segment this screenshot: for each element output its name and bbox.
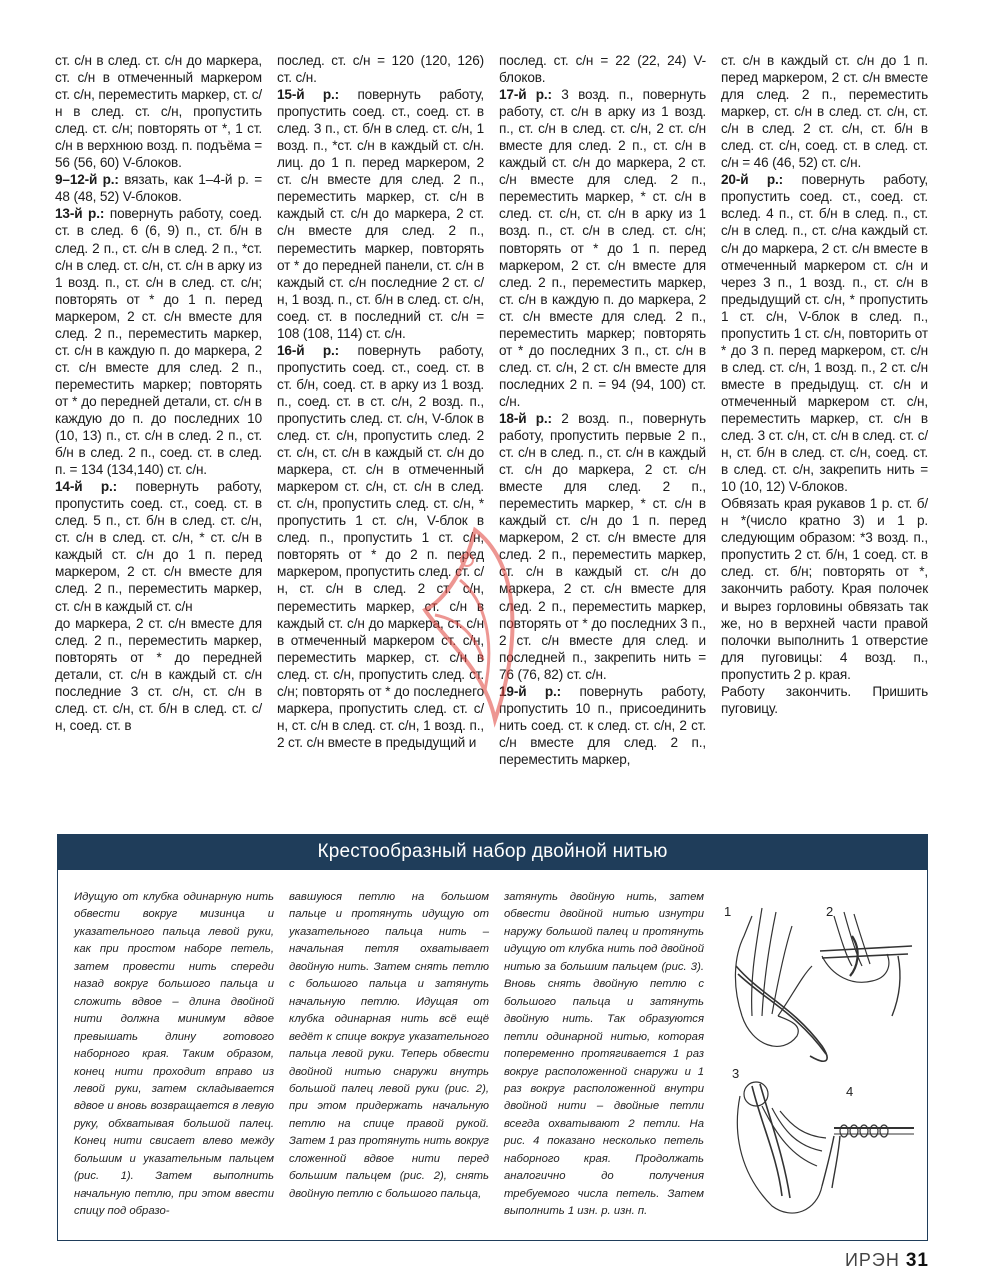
row-text: вязать, как 1–4-й р. = 48 (48, 52) V-блоков.	[55, 172, 262, 205]
row-text: 2 возд. п., повернуть работу, пропустить первые 2 п., ст. с/н в след. п., ст. с/н в каждый ст. с/н до маркера, 2 ст. с/н вместе для след. 2 п., переместить маркер, * ст. с/н в каждый ст. с/н до 1 п. перед маркером, 2 ст. с/н вместе для след. 2 п., переместить маркер, ст. с/н в каждый ст. с/н до маркера, 2 ст. с/н вместе для след. 2 п., переместить маркер, повторять от * до последних 3 п., 2 ст. с/н вместе для след. и последней п., закрепить нить = 76 (76, 82) ст. с/н.	[499, 410, 706, 682]
row-text: повернуть работу, пропустить соед. ст., соед. ст. в след. 3 п., ст. б/н в след. ст. с/н, 1 возд. п., *ст. с/н в каждый ст. с/н. лиц. до 1 п. перед маркером, 2 ст. с/н вместе для след. 2 п., переместить маркер, ст. с/н в каждый ст. с/н до маркера, 2 ст. с/н вместе для след. 2 п., переместить маркер, повторять от * до передней панели, ст. с/н в каждый ст. с/н последние 2 ст. с/н, 1 возд. п., ст. б/н в след. ст. с/н, соед. ст. в последний ст. с/н = 108 (108, 114) ст. с/н.	[277, 87, 484, 341]
text-column-4	[721, 52, 928, 717]
row-text: повернуть работу, пропустить 10 п., присоединить нить соед. ст. к след. ст. с/н, 2 ст. с/н вместе для след. 2 п., переместить маркер,	[499, 683, 706, 767]
paragraph: до маркера, 2 ст. с/н вместе для след. 2 п., переместить маркер, повторять от * до передней детали, ст. с/н в каждый ст. с/н последние 3 ст. с/н, ст. с/н в след. ст. с/н, ст. б/н в след. ст. с/н, соед. ст. в	[55, 615, 262, 733]
row-text: 3 возд. п., повернуть работу, ст. с/н в арку из 1 возд. п., ст. с/н в след. ст. с/н, 2 ст. с/н вместе для след. 2 п., ст. с/н в каждый ст. с/н до маркера, 2 ст. с/н вместе для след. 2 п., переместить маркер, * ст. с/н в след. ст. с/н, ст. с/н в арку из 1 возд. п., ст. с/н в след. ст. с/н; повторять от * до 1 п. перед маркером, 2 ст. с/н вместе для след. 2 п., переместить маркер, ст. с/н в каждую п. до маркера, 2 ст. с/н вместе для след. 2 п., переместить маркер; повторять от * до последних 3 п., ст. с/н в след. ст. с/н, 2 ст. с/н вместе для последних 2 п. = 94 (94, 100) ст. с/н.	[499, 87, 706, 409]
figure-3-number: 3	[732, 1066, 740, 1081]
row-label: 18-й р.:	[499, 410, 552, 426]
watermark-logo	[405, 520, 535, 740]
row-label: 13-й р.:	[55, 206, 105, 222]
magazine-name: ИРЭН	[844, 1250, 900, 1270]
section-header: Крестообразный набор двойной нитью	[57, 834, 928, 870]
paragraph: ст. с/н в каждый ст. с/н до 1 п. перед маркером, 2 ст. с/н вместе для след. 2 п., переместить маркер, ст. с/н в след. ст. с/н, ст. с/н в след. 2 ст. с/н, ст. б/н в след. ст. с/н, соед. ст. в след. ст. с/н = 46 (46, 52) ст. с/н.	[721, 53, 928, 171]
figure-1-number: 1	[724, 904, 732, 919]
figure-2-hand	[820, 912, 912, 1016]
figure-1-hand	[735, 908, 827, 1061]
cast-on-illustrations	[722, 896, 914, 1226]
section-text-column-2: вавшуюся петлю на большом пальце и протянуть идущую от указательного пальца нить – начальная петля охватывает двойную нить. Затем снять петлю с большого пальца и затянуть начальную петлю. Идущая от клубка одинарная нить всё ещё ведёт к спице вокруг указательного пальца левой руки. Теперь обвести двойной нитью снаружи внутрь большой палец левой руки (рис. 2), при этом придержать начальную петлю на спице правой рукой. Затем 1 раз протянуть нить вокруг сложенной вдвое нити перед большим пальцем (рис. 2), снять двойную петлю с большого пальца,	[289, 891, 489, 1200]
row-label: 17-й р.:	[499, 87, 552, 103]
page-footer	[845, 1250, 929, 1272]
paragraph	[55, 171, 262, 205]
paragraph: Обвязать края рукавов 1 р. ст. б/н *(число кратно 3) и 1 р. следующим образом: *3 возд. п., пропустить 2 ст. б/н, 1 соед. ст. в след. ст. б/н; повторять от *, закончить работу. Края полочек и вырез горловины обвязать так же, но в верхней части правой полочки выполнить 1 отверстие для пуговицы: 4 возд. п., пропустить 2 р. края.	[721, 496, 928, 682]
row-label: 16-й р.:	[277, 342, 340, 358]
section-text-column-1: Идущую от клубка одинарную нить обвести вокруг мизинца и указательного пальца левой руки, как при простом наборе петель, затем провести нить спереди назад вокруг большого пальца и сложить вдвое – длина двойной нити должна минимум вдвое превышать длину готового наборного края. Таким образом, конец нити проходит вправо из левой руки, затем складывается вдвое и вновь возвращается в левую руку, обхватывая большой палец. Конец нити свисает влево между большим и указательным пальцем (рис. 1). Затем выполнить начальную петлю, при этом ввести спицу под образо-	[74, 891, 274, 1218]
figure-4-number: 4	[846, 1084, 854, 1099]
row-text: повернуть работу, пропустить соед. ст., соед. ст. в ст. б/н, соед. ст. в арку из 1 возд. п., соед. ст. в ст. с/н, 2 возд. п., пропустить след. ст. с/н, V-блок в след. ст. с/н, пропустить след. 2 ст. с/н, ст. с/н в каждый ст. с/н до маркера, ст. с/н в отмеченный маркером ст. с/н, ст. с/н в след. ст. с/н, пропустить след. ст. с/н, * пропустить 1 ст. с/н, V-блок в след. п., пропустить 1 ст. с/н, повторять от * до 2 п. перед маркером, пропустить след. ст. с/н, ст. с/н в след. 2 ст. с/н, переместить маркер, ст. с/н в каждый ст. с/н до маркера, ст. с/н в отмеченный маркером ст. с/н, переместить маркер, ст. с/н в след. ст. с/н, пропустить след. ст. с/н; повторять от * до последнего маркера, пропустить след. ст. с/н, ст. с/н в след. ст. с/н, 1 возд. п., 2 ст. с/н вместе в предыдущий и	[277, 342, 484, 750]
paragraph: послед. ст. с/н = 120 (120, 126) ст. с/н.	[277, 53, 484, 86]
row-label: 14-й р.:	[55, 479, 118, 495]
row-label: 19-й р.:	[499, 683, 562, 699]
page-number: 31	[905, 1250, 929, 1271]
row-label: 15-й р.:	[277, 87, 340, 103]
figure-3-hand	[737, 1082, 826, 1213]
row-text: повернуть работу, соед. ст. в след. 6 (6, 9) п., ст. б/н в след. 2 п., ст. с/н в след. 2 п., *ст. с/н в след. ст. с/н, ст. с/н в арку из 1 возд. п., ст. с/н в след. ст. с/н; повторять от * до 1 п. перед маркером, 2 ст. с/н вместе для след. 2 п., переместить маркер, ст. с/н в каждую п. до маркера, 2 ст. с/н вместе для след. 2 п., переместить маркер; повторять от * до передней детали, ст. с/н в каждую до п. до последних 10 (10, 13) п., ст. с/н в след. 2 п., ст. б/н в след. 2 п., соед. ст. в след. п. = 134 (134,140) ст. с/н.	[55, 206, 262, 478]
row-text: повернуть работу, пропустить соед. ст., соед. ст. в след. 5 п., ст. б/н в след. ст. с/н, ст. с/н в след. ст. с/н, * ст. с/н в каждый ст. с/н до 1 п. перед маркером, 2 ст. с/н вместе для след. 2 п., переместить маркер, ст. с/н в каждый ст. с/н	[55, 479, 262, 614]
paragraph	[499, 86, 706, 410]
paragraph	[721, 171, 928, 495]
paragraph: послед. ст. с/н = 22 (22, 24) V-блоков.	[499, 53, 706, 86]
paragraph: Работу закончить. Пришить пуговицу.	[721, 683, 928, 716]
paragraph	[55, 478, 262, 614]
text-column-1	[55, 52, 262, 734]
row-text: повернуть работу, пропустить соед. ст., соед. ст. вслед. 4 п., ст. б/н в след. п., ст. с/н в след. п., ст. с/на каждый ст. с/н до маркера, 2 ст. с/н вместе в отмеченный маркером ст. с/н и через 3 п., 1 возд. п., ст. с/н в предыдущий ст. с/н, * пропустить 1 ст. с/н, V-блок в след. п., пропустить 1 ст. с/н, повторить от * до 3 п. перед маркером, ст. с/н в след. ст. с/н, 1 возд. п., 2 ст. с/н вместе в предыдущ. ст. с/н и отмеченный маркером ст. с/н, переместить маркер, ст. с/н в след. 3 ст. с/н, ст. с/н в след. ст. с/н, ст. б/н в след. ст. с/н, соед. ст. в след. ст. с/н, закрепить нить = 10 (10, 12) V-блоков.	[721, 172, 928, 495]
row-label: 20-й р.:	[721, 172, 784, 188]
paragraph: ст. с/н в след. ст. с/н до маркера, ст. с/н в отмеченный маркером ст. с/н, переместить маркер, ст. с/н в след. ст. с/н, пропустить след. ст. с/н; повторять от *, 1 ст. с/н в верхнюю возд. п. подъёма = 56 (56, 60) V-блоков.	[55, 53, 262, 171]
row-label: 9–12-й р.:	[55, 172, 119, 188]
paragraph	[277, 86, 484, 342]
figure-2-number: 2	[826, 904, 834, 919]
figure-4-stitches	[822, 1125, 914, 1188]
paragraph	[55, 205, 262, 478]
section-text-column-3: затянуть двойную нить, затем обвести двойной нитью изнутри наружу большой палец и протянуть идущую от клубка нить под двойной нитью за большим пальцем (рис. 3). Вновь снять двойную петлю с большого пальца и затянуть двойную нить. Так образуются петли одинарной нитью, которая попеременно протягивается 1 раз вокруг расположенной снаружи и 1 раз вокруг расположенной внутри двойной нити – двойные петли всегда охватывают 2 петли. На рис. 4 показано несколько петель наборного края. Продолжать аналогично до получения требуемого числа петель. Затем выполнить 1 изн. р. изн. п.	[504, 891, 704, 1218]
